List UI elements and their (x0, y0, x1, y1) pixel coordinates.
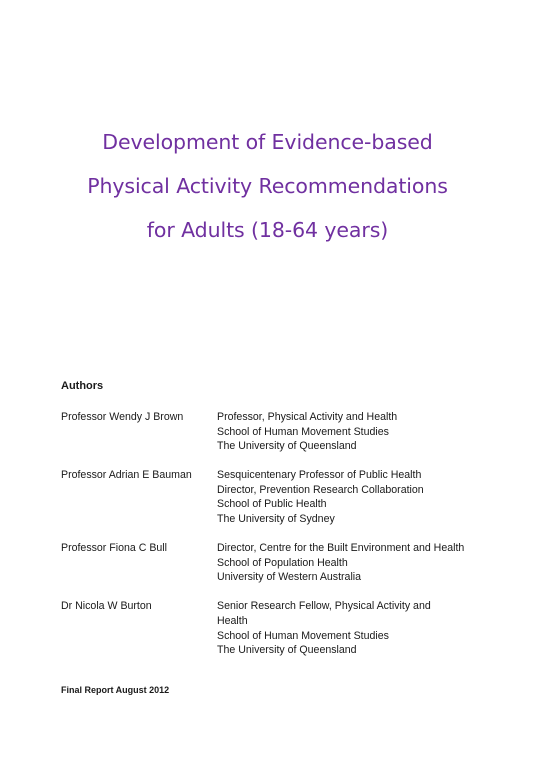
affiliation-line: Director, Prevention Research Collaboration (217, 483, 424, 496)
authors-heading: Authors (61, 380, 104, 392)
affiliation-line: Professor, Physical Activity and Health (217, 411, 398, 423)
title-line-1: Development of Evidence-based (102, 130, 433, 154)
author-name: Professor Adrian E Bauman (61, 469, 192, 482)
title-line-2: Physical Activity Recommendations (87, 174, 448, 198)
affiliation-line: The University of Queensland (217, 644, 357, 657)
author-list (61, 410, 511, 672)
author-affiliation (217, 599, 511, 657)
affiliation-line: School of Population Health (217, 556, 348, 569)
author-entry (61, 599, 511, 657)
affiliation-line: Health (217, 615, 248, 628)
affiliation-line: School of Public Health (217, 498, 327, 511)
author-entry (61, 410, 511, 454)
affiliation-line: School of Human Movement Studies (217, 629, 389, 642)
author-name: Professor Fiona C Bull (61, 542, 167, 555)
affiliation-line: School of Human Movement Studies (217, 425, 389, 438)
author-entry (61, 541, 511, 585)
author-affiliation (217, 410, 511, 454)
document-title (0, 120, 535, 252)
affiliation-line: The University of Sydney (217, 513, 335, 526)
report-date: Final Report August 2012 (61, 685, 170, 695)
affiliation-line: University of Western Australia (217, 571, 362, 584)
author-entry (61, 468, 511, 526)
author-name: Professor Wendy J Brown (61, 411, 184, 423)
author-affiliation (217, 541, 511, 585)
affiliation-line: Director, Centre for the Built Environment and Health (217, 542, 465, 555)
affiliation-line: The University of Queensland (217, 440, 357, 453)
author-affiliation (217, 468, 511, 526)
author-name: Dr Nicola W Burton (61, 600, 152, 613)
affiliation-line: Senior Research Fellow, Physical Activity and (217, 600, 431, 613)
affiliation-line: Sesquicentenary Professor of Public Health (217, 469, 422, 482)
title-line-3: for Adults (18-64 years) (146, 218, 389, 242)
